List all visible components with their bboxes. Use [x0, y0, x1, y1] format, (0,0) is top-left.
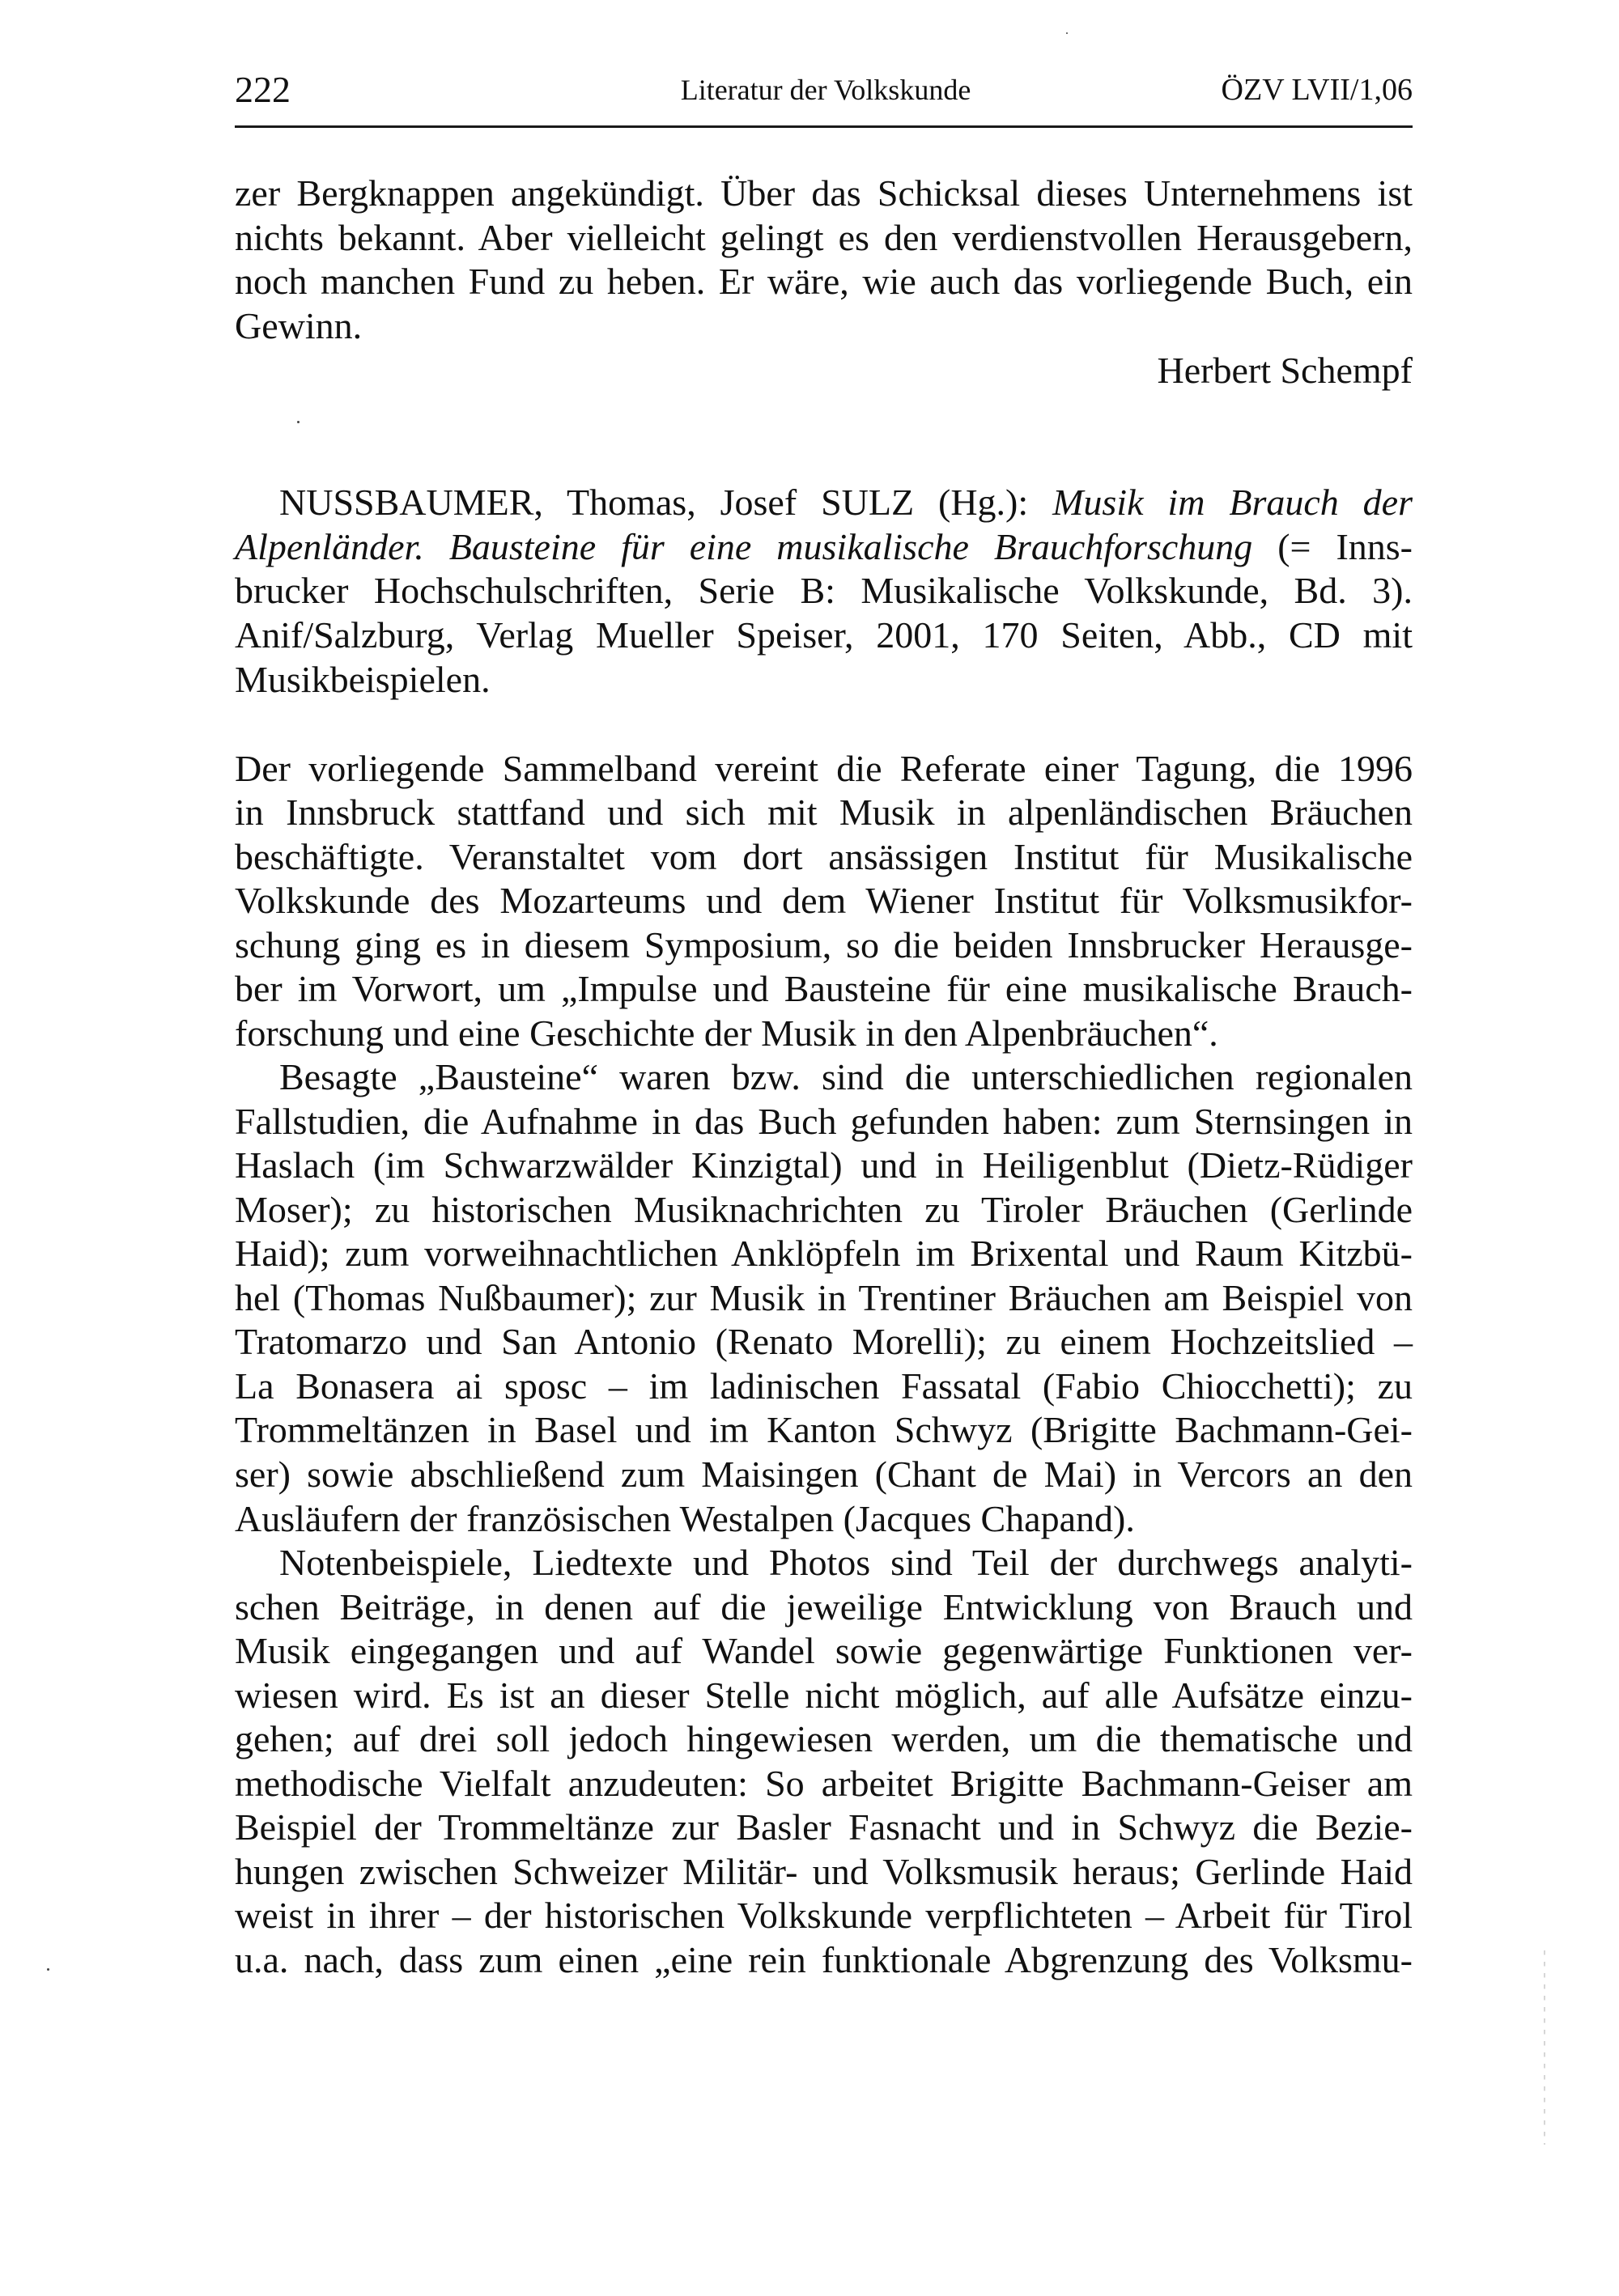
body-line: ber im Vorwort, um „Impulse und Bausteine für eine musikalische Brauch-	[235, 968, 1413, 1009]
scan-speck	[47, 1968, 49, 1971]
citation-line	[279, 481, 1413, 524]
previous-review-line: nichts bekannt. Aber vielleicht gelingt es den verdienstvollen Herausgebern,	[235, 217, 1413, 258]
body-line: ser) sowie abschließend zum Maisingen (Chant de Mai) in Vercors an den	[235, 1454, 1413, 1495]
body-line: forschung und eine Geschichte der Musik in den Alpenbräuchen“.	[235, 1012, 1218, 1054]
body-line: La Bonasera ai sposc – im ladinischen Fassatal (Fabio Chiocchetti); zu	[235, 1365, 1413, 1407]
citation-title: Musik im Brauch der	[1052, 482, 1413, 523]
citation-authors: NUSSBAUMER, Thomas, Josef SULZ (Hg.):	[279, 482, 1053, 523]
body-line: Volkskunde des Mozarteums und dem Wiener Institut für Volksmusikfor-	[235, 880, 1413, 921]
scan-speck	[1066, 32, 1068, 34]
body-line: gehen; auf drei soll jedoch hingewiesen werden, um die thematische und	[235, 1718, 1413, 1759]
body-line: Notenbeispiele, Liedtexte und Photos sind Teil der durchwegs analyti-	[279, 1542, 1413, 1583]
previous-review-line: zer Bergknappen angekündigt. Über das Schicksal dieses Unternehmens ist	[235, 172, 1413, 214]
citation-line: Musikbeispielen.	[235, 659, 491, 700]
body-line: in Innsbruck stattfand und sich mit Musik in alpenländischen Bräuchen	[235, 792, 1413, 833]
body-line: Beispiel der Trommeltänze zur Basler Fasnacht und in Schwyz die Bezie-	[235, 1806, 1413, 1848]
body-line: wiesen wird. Es ist an dieser Stelle nicht möglich, auf alle Aufsätze einzu-	[235, 1674, 1413, 1716]
body-line: Tratomarzo und San Antonio (Renato Morelli); zu einem Hochzeitslied –	[235, 1321, 1413, 1362]
body-line: Ausläufern der französischen Westalpen (Jacques Chapand).	[235, 1498, 1135, 1539]
body-line: Haid); zum vorweihnachtlichen Anklöpfeln im Brixental und Raum Kitzbü-	[235, 1233, 1413, 1274]
running-title: Literatur der Volkskunde	[680, 74, 971, 106]
citation-series: (= Inns-	[1252, 526, 1413, 567]
body-line: Musik eingegangen und auf Wandel sowie gegenwärtige Funktionen ver-	[235, 1630, 1413, 1671]
citation-subtitle: Alpenländer. Bausteine für eine musikalische Brauchforschung	[235, 526, 1253, 567]
previous-review-line: Gewinn.	[235, 305, 363, 346]
body-line: Besagte „Bausteine“ waren bzw. sind die unterschiedlichen regionalen	[279, 1056, 1413, 1097]
body-line: Fallstudien, die Aufnahme in das Buch gefunden haben: zum Sternsingen in	[235, 1101, 1413, 1142]
scan-speck	[297, 421, 300, 423]
body-line: hungen zwischen Schweizer Militär- und Volksmusik heraus; Gerlinde Haid	[235, 1851, 1413, 1892]
body-line: u.a. nach, dass zum einen „eine rein funktionale Abgrenzung des Volksmu-	[235, 1939, 1413, 1980]
body-line: weist in ihrer – der historischen Volkskunde verpflichteten – Arbeit für Tirol	[235, 1895, 1413, 1936]
body-line: Der vorliegende Sammelband vereint die Referate einer Tagung, die 1996	[235, 748, 1413, 789]
body-line: methodische Vielfalt anzudeuten: So arbeitet Brigitte Bachmann-Geiser am	[235, 1763, 1413, 1804]
body-line: schen Beiträge, in denen auf die jeweilige Entwicklung von Brauch und	[235, 1586, 1413, 1628]
citation-line	[235, 525, 1413, 569]
body-line: beschäftigte. Veranstaltet vom dort ansässigen Institut für Musikalische	[235, 836, 1413, 877]
body-line: Trommeltänzen in Basel und im Kanton Schwyz (Brigitte Bachmann-Gei-	[235, 1409, 1413, 1450]
page-number: 222	[235, 69, 291, 110]
citation-line: brucker Hochschulschriften, Serie B: Musikalische Volkskunde, Bd. 3).	[235, 570, 1413, 611]
body-line: schung ging es in diesem Symposium, so die beiden Innsbrucker Herausge-	[235, 924, 1413, 966]
reviewer-signature: Herbert Schempf	[1157, 350, 1413, 391]
body-line: hel (Thomas Nußbaumer); zur Musik in Trentiner Bräuchen am Beispiel von	[235, 1277, 1413, 1318]
body-line: Haslach (im Schwarzwälder Kinzigtal) und in Heiligenblut (Dietz-Rüdiger	[235, 1144, 1413, 1186]
previous-review-line: noch manchen Fund zu heben. Er wäre, wie auch das vorliegende Buch, ein	[235, 261, 1413, 302]
scan-edge-marks	[1544, 1950, 1545, 2145]
body-line: Moser); zu historischen Musiknachrichten zu Tiroler Bräuchen (Gerlinde	[235, 1189, 1413, 1230]
journal-reference: ÖZV LVII/1,06	[1221, 73, 1413, 107]
citation-line: Anif/Salzburg, Verlag Mueller Speiser, 2001, 170 Seiten, Abb., CD mit	[235, 614, 1413, 656]
header-rule	[235, 125, 1413, 128]
